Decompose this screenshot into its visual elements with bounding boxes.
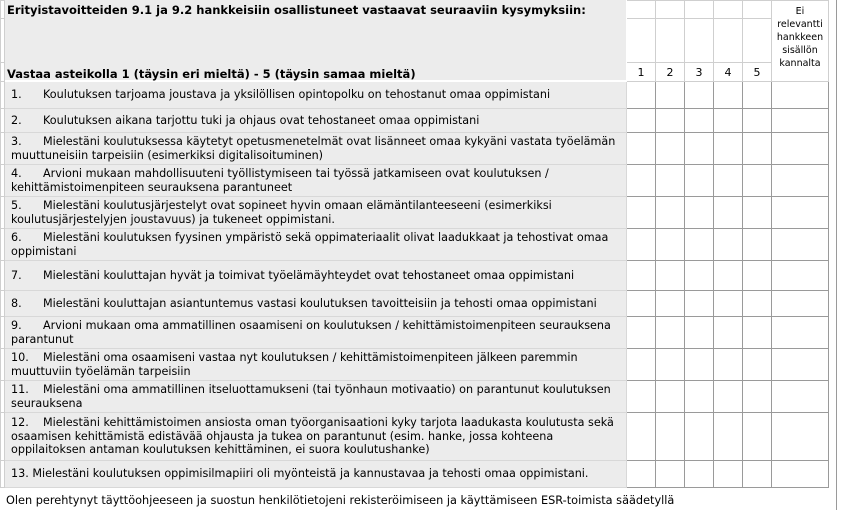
question-row <box>1 349 829 381</box>
not-relevant-cell[interactable] <box>772 165 829 197</box>
rating-4-cell[interactable] <box>714 197 743 229</box>
rating-3-cell[interactable] <box>685 317 714 349</box>
question-text-cell <box>5 109 627 133</box>
not-relevant-cell[interactable] <box>772 349 829 381</box>
question-text-cell <box>5 82 627 109</box>
rating-1-cell[interactable] <box>627 133 656 165</box>
rating-2-cell[interactable] <box>656 165 685 197</box>
rating-3-cell[interactable] <box>685 349 714 381</box>
question-text: 13. Mielestäni koulutuksen oppimisilmapiiri oli myönteistä ja kannustavaa ja tehosti omaa oppimistani. <box>11 467 589 481</box>
rating-4-cell[interactable] <box>714 381 743 413</box>
question-text-cell <box>5 261 627 291</box>
survey-title: Erityistavoitteiden 9.1 ja 9.2 hankkeisiin osallistuneet vastaavat seuraaviin kysymyksiin: <box>7 3 586 17</box>
question-row <box>1 197 829 229</box>
rating-3-cell[interactable] <box>685 261 714 291</box>
rating-5-cell[interactable] <box>743 317 772 349</box>
ei-relevantti-header <box>772 1 829 82</box>
question-text: 4. Arvioni mukaan mahdollisuuteni työllistymiseen tai työssä jatkamiseen ovat koulutuksen / kehittämistoimenpiteen seurauksena parantuneet <box>11 167 549 194</box>
question-row <box>1 461 829 488</box>
scale-2-header: 2 <box>656 63 685 82</box>
scale-5-header: 5 <box>743 63 772 82</box>
rating-1-cell[interactable] <box>627 197 656 229</box>
blank-cell <box>743 1 772 19</box>
blank-cell <box>685 19 714 63</box>
rating-5-cell[interactable] <box>743 461 772 488</box>
rating-4-cell[interactable] <box>714 291 743 317</box>
ei-line: sisällön <box>782 45 818 56</box>
question-text-cell <box>5 197 627 229</box>
blank-cell <box>743 19 772 63</box>
question-text: 1. Koulutuksen tarjoama joustava ja yksilöllisen opintopolku on tehostanut omaa oppimistani <box>11 88 551 102</box>
not-relevant-cell[interactable] <box>772 197 829 229</box>
rating-3-cell[interactable] <box>685 109 714 133</box>
question-text: 6. Mielestäni koulutuksen fyysinen ympäristö sekä oppimateriaalit olivat laadukkaat ja tehostivat omaa oppimistani <box>11 231 609 258</box>
question-text-cell <box>5 165 627 197</box>
blank-cell <box>627 19 656 63</box>
not-relevant-cell[interactable] <box>772 291 829 317</box>
rating-4-cell[interactable] <box>714 109 743 133</box>
not-relevant-cell[interactable] <box>772 317 829 349</box>
rating-3-cell[interactable] <box>685 82 714 109</box>
not-relevant-cell[interactable] <box>772 133 829 165</box>
ei-line: hankkeen <box>776 32 824 43</box>
rating-2-cell[interactable] <box>656 349 685 381</box>
rating-1-cell[interactable] <box>627 317 656 349</box>
question-text: 11. Mielestäni oma ammatillinen itseluottamukseni (tai työnhaun motivaatio) on parantunut koulutuksen seurauksena <box>11 383 611 410</box>
question-row <box>1 413 829 461</box>
rating-4-cell[interactable] <box>714 82 743 109</box>
rating-3-cell[interactable] <box>685 133 714 165</box>
not-relevant-cell[interactable] <box>772 229 829 261</box>
rating-4-cell[interactable] <box>714 165 743 197</box>
rating-3-cell[interactable] <box>685 381 714 413</box>
rating-2-cell[interactable] <box>656 381 685 413</box>
question-row <box>1 381 829 413</box>
rating-2-cell[interactable] <box>656 229 685 261</box>
rating-5-cell[interactable] <box>743 197 772 229</box>
rating-2-cell[interactable] <box>656 197 685 229</box>
blank-cell <box>714 19 743 63</box>
rating-1-cell[interactable] <box>627 109 656 133</box>
rating-3-cell[interactable] <box>685 229 714 261</box>
not-relevant-cell[interactable] <box>772 413 829 461</box>
rating-3-cell[interactable] <box>685 413 714 461</box>
consent-statement: Olen perehtynyt täyttöohjeeseen ja suostun henkilötietojeni rekisteröimiseen ja käyttämiseen ESR-toimista säädetyllä <box>0 494 843 510</box>
rating-2-cell[interactable] <box>656 261 685 291</box>
rating-4-cell[interactable] <box>714 261 743 291</box>
question-text-cell <box>5 133 627 165</box>
question-row <box>1 133 829 165</box>
header-row-2 <box>1 19 829 63</box>
rating-5-cell[interactable] <box>743 229 772 261</box>
question-text: 8. Mielestäni kouluttajan asiantuntemus vastasi koulutuksen tavoitteisiin ja tehosti omaa oppimistani <box>11 296 597 310</box>
question-text-cell <box>5 461 627 488</box>
rating-1-cell[interactable] <box>627 165 656 197</box>
rating-2-cell[interactable] <box>656 133 685 165</box>
sheet-right-border <box>836 0 837 510</box>
rating-2-cell[interactable] <box>656 291 685 317</box>
blank-cell <box>714 1 743 19</box>
question-text: 9. Arvioni mukaan oma ammatillinen osaamiseni on koulutuksen / kehittämistoimenpiteen seurauksena parantunut <box>11 319 611 346</box>
rating-2-cell[interactable] <box>656 461 685 488</box>
rating-4-cell[interactable] <box>714 349 743 381</box>
question-text-cell <box>5 229 627 261</box>
rating-1-cell[interactable] <box>627 261 656 291</box>
question-text: 2. Koulutuksen aikana tarjottu tuki ja ohjaus ovat tehostaneet omaa oppimistani <box>11 113 480 127</box>
rating-4-cell[interactable] <box>714 413 743 461</box>
rating-3-cell[interactable] <box>685 197 714 229</box>
blank-cell <box>656 1 685 19</box>
rating-1-cell[interactable] <box>627 461 656 488</box>
spacer-cell <box>5 19 627 63</box>
rating-5-cell[interactable] <box>743 133 772 165</box>
rating-1-cell[interactable] <box>627 413 656 461</box>
ei-line: Ei <box>795 6 805 17</box>
blank-cell <box>685 1 714 19</box>
rating-3-cell[interactable] <box>685 165 714 197</box>
rating-5-cell[interactable] <box>743 291 772 317</box>
rating-1-cell[interactable] <box>627 291 656 317</box>
rating-5-cell[interactable] <box>743 413 772 461</box>
scale-3-header: 3 <box>685 63 714 82</box>
ei-line: relevantti <box>777 19 823 30</box>
rating-2-cell[interactable] <box>656 82 685 109</box>
rating-4-cell[interactable] <box>714 317 743 349</box>
question-text-cell <box>5 317 627 349</box>
blank-cell <box>656 19 685 63</box>
question-row <box>1 109 829 133</box>
question-row <box>1 261 829 291</box>
question-text: 5. Mielestäni koulutusjärjestelyt ovat sopineet hyvin omaan elämäntilanteeseeni (esimerkiksi koulutusjärjestelyjen joustavuus) ja tukeneet oppimistani. <box>11 199 552 226</box>
question-row <box>1 229 829 261</box>
rating-4-cell[interactable] <box>714 133 743 165</box>
rating-2-cell[interactable] <box>656 109 685 133</box>
rating-1-cell[interactable] <box>627 381 656 413</box>
rating-5-cell[interactable] <box>743 381 772 413</box>
rating-2-cell[interactable] <box>656 413 685 461</box>
question-text: 7. Mielestäni kouluttajan hyvät ja toimivat työelämäyhteydet ovat tehostaneet omaa oppimistani <box>11 268 575 282</box>
rating-4-cell[interactable] <box>714 229 743 261</box>
question-text: 3. Mielestäni koulutuksessa käytetyt opetusmenetelmät ovat lisänneet omaa kykyäni vastata työelämän muuttuneisiin tarpeisiin (esimerkiksi digitalisoituminen) <box>11 135 616 162</box>
rating-1-cell[interactable] <box>627 82 656 109</box>
not-relevant-cell[interactable] <box>772 381 829 413</box>
question-row <box>1 317 829 349</box>
rating-3-cell[interactable] <box>685 291 714 317</box>
scale-1-header: 1 <box>627 63 656 82</box>
question-text-cell <box>5 413 627 461</box>
question-text-cell <box>5 291 627 317</box>
scale-instruction: Vastaa asteikolla 1 (täysin eri mieltä) - 5 (täysin samaa mieltä) <box>7 67 416 81</box>
not-relevant-cell[interactable] <box>772 82 829 109</box>
rating-2-cell[interactable] <box>656 317 685 349</box>
question-text-cell <box>5 381 627 413</box>
question-text-cell <box>5 349 627 381</box>
not-relevant-cell[interactable] <box>772 261 829 291</box>
rating-3-cell[interactable] <box>685 461 714 488</box>
scale-4-header: 4 <box>714 63 743 82</box>
question-row <box>1 291 829 317</box>
question-row <box>1 165 829 197</box>
rating-5-cell[interactable] <box>743 82 772 109</box>
question-row <box>1 82 829 109</box>
not-relevant-cell[interactable] <box>772 109 829 133</box>
not-relevant-cell[interactable] <box>772 461 829 488</box>
question-text: 12. Mielestäni kehittämistoimen ansiosta oman työorganisaationi kyky tarjota laadukasta koulutusta sekä osaamisen kehittämistä edistävää ohjausta ja tukea on parantunut (esim. hanke, jossa kohteena oppilaitoksen antaman koulutuksen kehittäminen, ei suora koulutushanke) <box>11 416 614 457</box>
rating-5-cell[interactable] <box>743 261 772 291</box>
rating-5-cell[interactable] <box>743 109 772 133</box>
rating-4-cell[interactable] <box>714 461 743 488</box>
ei-line: kannalta <box>779 58 821 69</box>
rating-5-cell[interactable] <box>743 165 772 197</box>
question-text: 10. Mielestäni oma osaamiseni vastaa nyt koulutuksen / kehittämistoimenpiteen jälkeen paremmin muuttuviin työelämän tarpeisiin <box>11 351 578 378</box>
rating-5-cell[interactable] <box>743 349 772 381</box>
rating-1-cell[interactable] <box>627 349 656 381</box>
rating-1-cell[interactable] <box>627 229 656 261</box>
blank-cell <box>627 1 656 19</box>
